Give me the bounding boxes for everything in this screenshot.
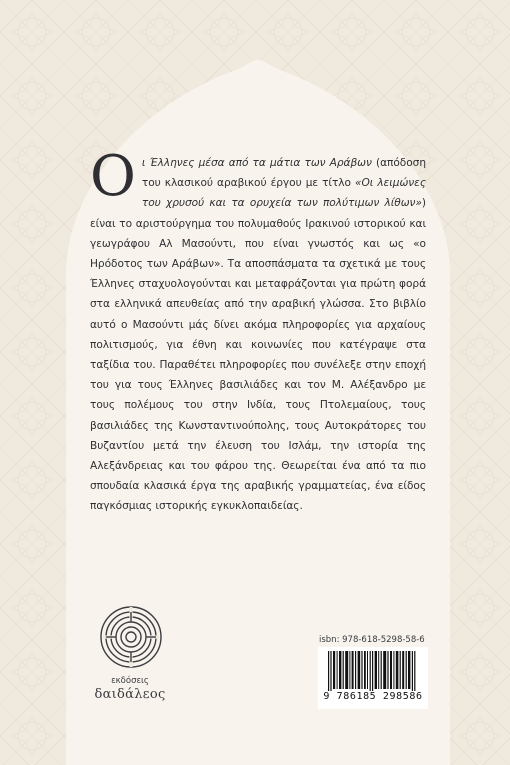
publisher-label: εκδόσεις xyxy=(111,676,149,686)
isbn-label: isbn: 978-618-5298-58-6 xyxy=(319,635,425,645)
drop-cap: Ο xyxy=(90,144,136,209)
publisher-imprint xyxy=(80,675,180,703)
book-title-phrase: ι Έλληνες μέσα από τα μάτια των Αράβων xyxy=(141,157,372,169)
book-description xyxy=(90,144,426,517)
barcode-bars xyxy=(318,647,428,693)
barcode-digits: 9 786185 298586 xyxy=(318,691,428,707)
description-text-rest: ) είναι το αριστούργημα του πολυμαθούς Ιρακινού ιστορικού και γεωγράφου Αλ Μασούντι, που είναι γνωστός και ως «ο Ηρόδοτος των Αράβων». Τα αποσπάσματα τα σχετικά με τους Έλληνες σταχυολογούνται και μεταφράζονται για πρώτη φορά στα ελληνικά απευθείας από την αραβική γλώσσα. Στο βιβλίο αυτό ο Μασούντι μάς δίνει ακόμα πληροφορίες για αρχαίους πολιτισμούς, για έθνη και κοινωνίες που κατέγραψε στα ταξίδια του. Παραθέτει πληροφορίες που συνέλεξε στην εποχή του για τους Έλληνες βασιλιάδες και τον Μ. Αλέξανδρο με τους πολέμους του στην Ινδία, τους Πτολεμαίους, τους βασιλιάδες της Κωνσταντινούπολης, τους Αυτοκράτορες του Βυζαντίου μετά την έλευση του Ισλάμ, την ιστορία της Αλεξάνδρειας και του φάρου της. Θεωρείται ένα από τα πιο σπουδαία κλασικά έργα της αραβικής γραμματείας, ένα είδος παγκόσμιας ιστορικής εγκυκλοπαιδείας. xyxy=(90,197,426,513)
description-text-part: (απόδοση του κλασικού αραβικού έργου με τίτλο xyxy=(141,157,426,190)
publisher-name: δαιδάλεος xyxy=(94,687,166,702)
labyrinth-icon xyxy=(98,604,164,670)
original-title: «Οι λειμώνες του χρυσού και τα ορυχεία των πολύτιμων λίθων» xyxy=(141,177,426,210)
